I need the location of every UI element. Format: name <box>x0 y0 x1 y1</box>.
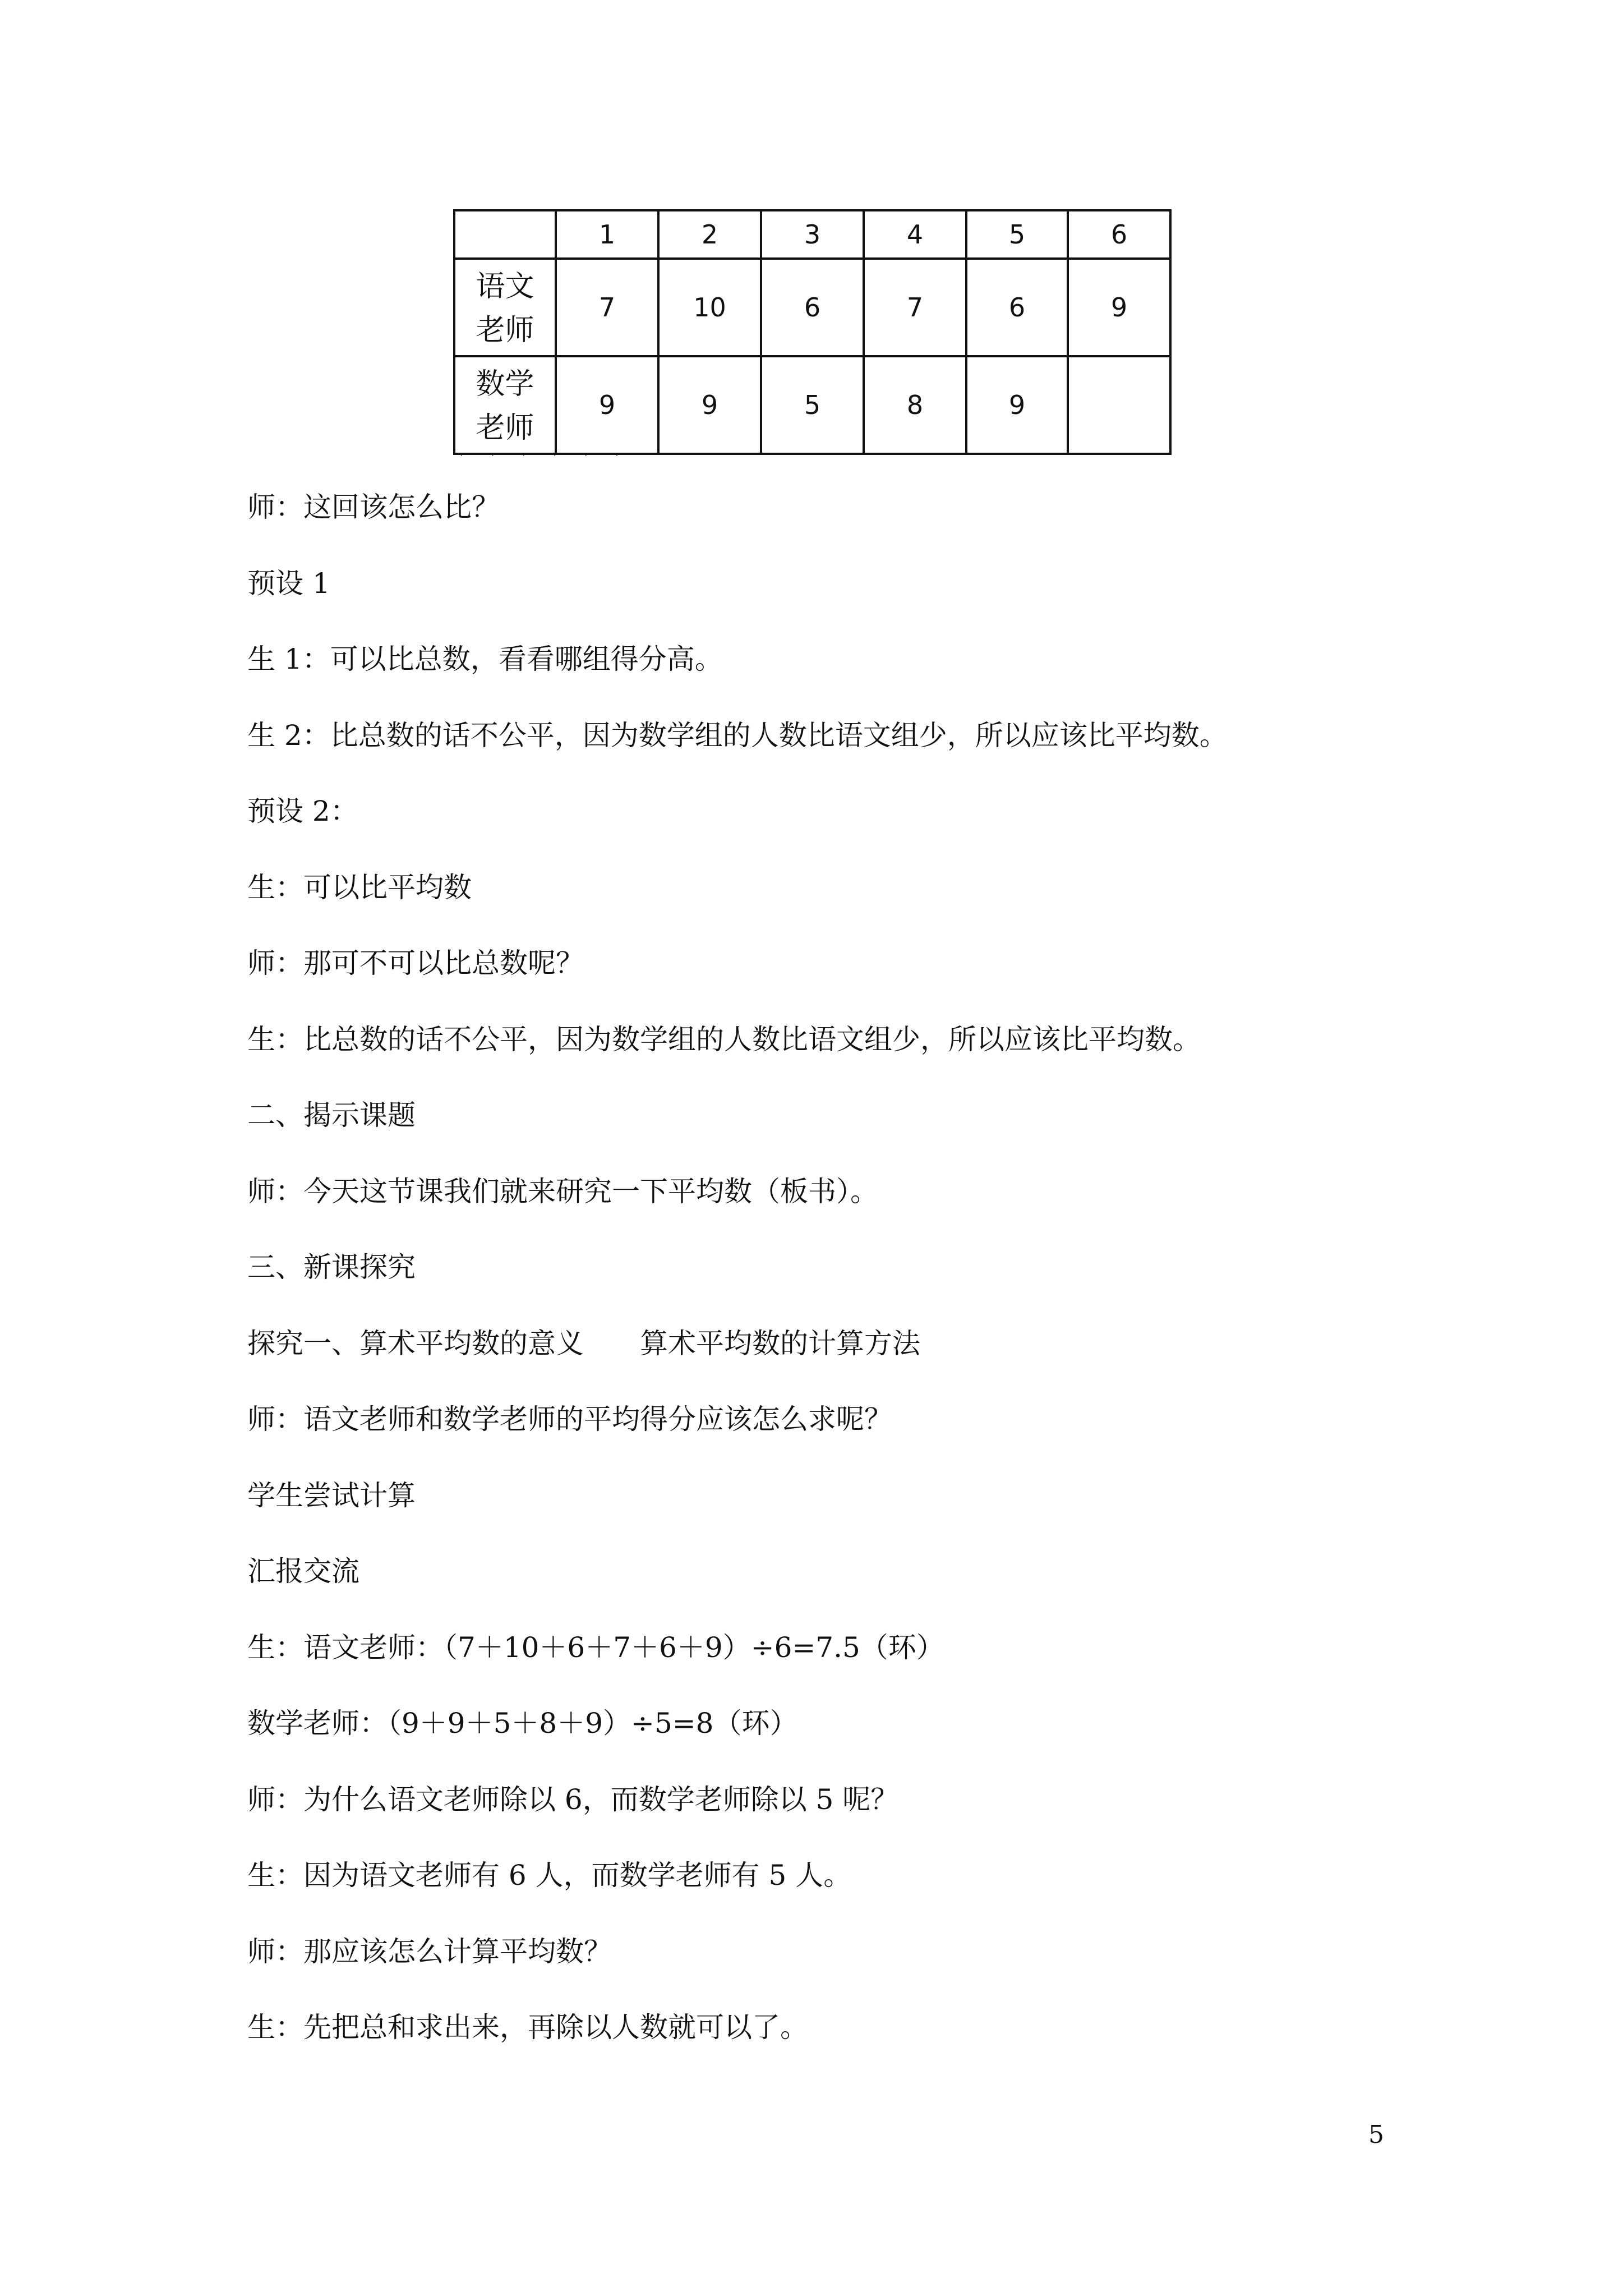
table-cell: 8 <box>864 356 966 454</box>
table-header-cell: 4 <box>864 210 966 259</box>
page-number: 5 <box>1368 2120 1384 2149</box>
paragraph: 师：为什么语文老师除以 6，而数学老师除以 5 呢？ <box>247 1783 899 1816</box>
decorative-dots: · · · · · · <box>460 450 631 462</box>
table-header-cell <box>454 210 556 259</box>
score-table <box>453 209 1172 455</box>
paragraph: 生 1：可以比总数，看看哪组得分高。 <box>247 643 723 675</box>
paragraph: 生：可以比平均数 <box>247 871 472 904</box>
paragraph: 生：语文老师：（7＋10＋6＋7＋6＋9）÷6=7.5（环） <box>247 1631 944 1664</box>
paragraph: 师：语文老师和数学老师的平均得分应该怎么求呢？ <box>247 1403 892 1435</box>
table-row-math-teacher <box>454 356 1170 454</box>
row-label <box>454 259 556 356</box>
table-row-chinese-teacher <box>454 259 1170 356</box>
body-text <box>247 488 1425 2085</box>
paragraph: 师：今天这节课我们就来研究一下平均数（板书）。 <box>247 1175 878 1208</box>
paragraph: 生：因为语文老师有 6 人，而数学老师有 5 人。 <box>247 1859 852 1892</box>
row-label-line: 语文 <box>476 270 534 303</box>
table-cell: 10 <box>658 259 761 356</box>
table-cell <box>1068 356 1170 454</box>
row-label-line: 老师 <box>476 411 534 445</box>
paragraph: 学生尝试计算 <box>247 1479 416 1512</box>
section-heading: 二、揭示课题 <box>247 1099 416 1131</box>
paragraph: 师：那可不可以比总数呢？ <box>247 947 584 979</box>
table-header-cell: 6 <box>1068 210 1170 259</box>
section-heading: 三、新课探究 <box>247 1251 416 1283</box>
paragraph: 师：那应该怎么计算平均数？ <box>247 1935 612 1968</box>
table-cell: 7 <box>556 259 658 356</box>
paragraph: 师：这回该怎么比？ <box>247 491 500 523</box>
table-cell: 9 <box>1068 259 1170 356</box>
table-cell: 6 <box>761 259 864 356</box>
paragraph: 预设 1 <box>247 567 330 600</box>
subsection-heading: 探究一、算术平均数的意义 算术平均数的计算方法 <box>247 1327 920 1360</box>
table-header-cell: 1 <box>556 210 658 259</box>
paragraph: 预设 2： <box>247 795 358 827</box>
table-cell: 9 <box>658 356 761 454</box>
table-cell: 6 <box>966 259 1068 356</box>
table-cell: 7 <box>864 259 966 356</box>
table-header-row <box>454 210 1170 259</box>
table-cell: 5 <box>761 356 864 454</box>
row-label-line: 老师 <box>476 314 534 347</box>
table-header-cell: 5 <box>966 210 1068 259</box>
paragraph: 生 2：比总数的话不公平，因为数学组的人数比语文组少，所以应该比平均数。 <box>247 719 1228 752</box>
row-label-line: 数学 <box>476 367 534 401</box>
table-header-cell: 2 <box>658 210 761 259</box>
table-cell: 9 <box>556 356 658 454</box>
row-label <box>454 356 556 454</box>
table-header-cell: 3 <box>761 210 864 259</box>
paragraph: 数学老师：（9＋9＋5＋8＋9）÷5=8（环） <box>247 1707 798 1740</box>
table-cell: 9 <box>966 356 1068 454</box>
paragraph: 汇报交流 <box>247 1555 359 1588</box>
paragraph: 生：先把总和求出来，再除以人数就可以了。 <box>247 2011 808 2044</box>
paragraph: 生：比总数的话不公平，因为数学组的人数比语文组少，所以应该比平均数。 <box>247 1023 1201 1056</box>
